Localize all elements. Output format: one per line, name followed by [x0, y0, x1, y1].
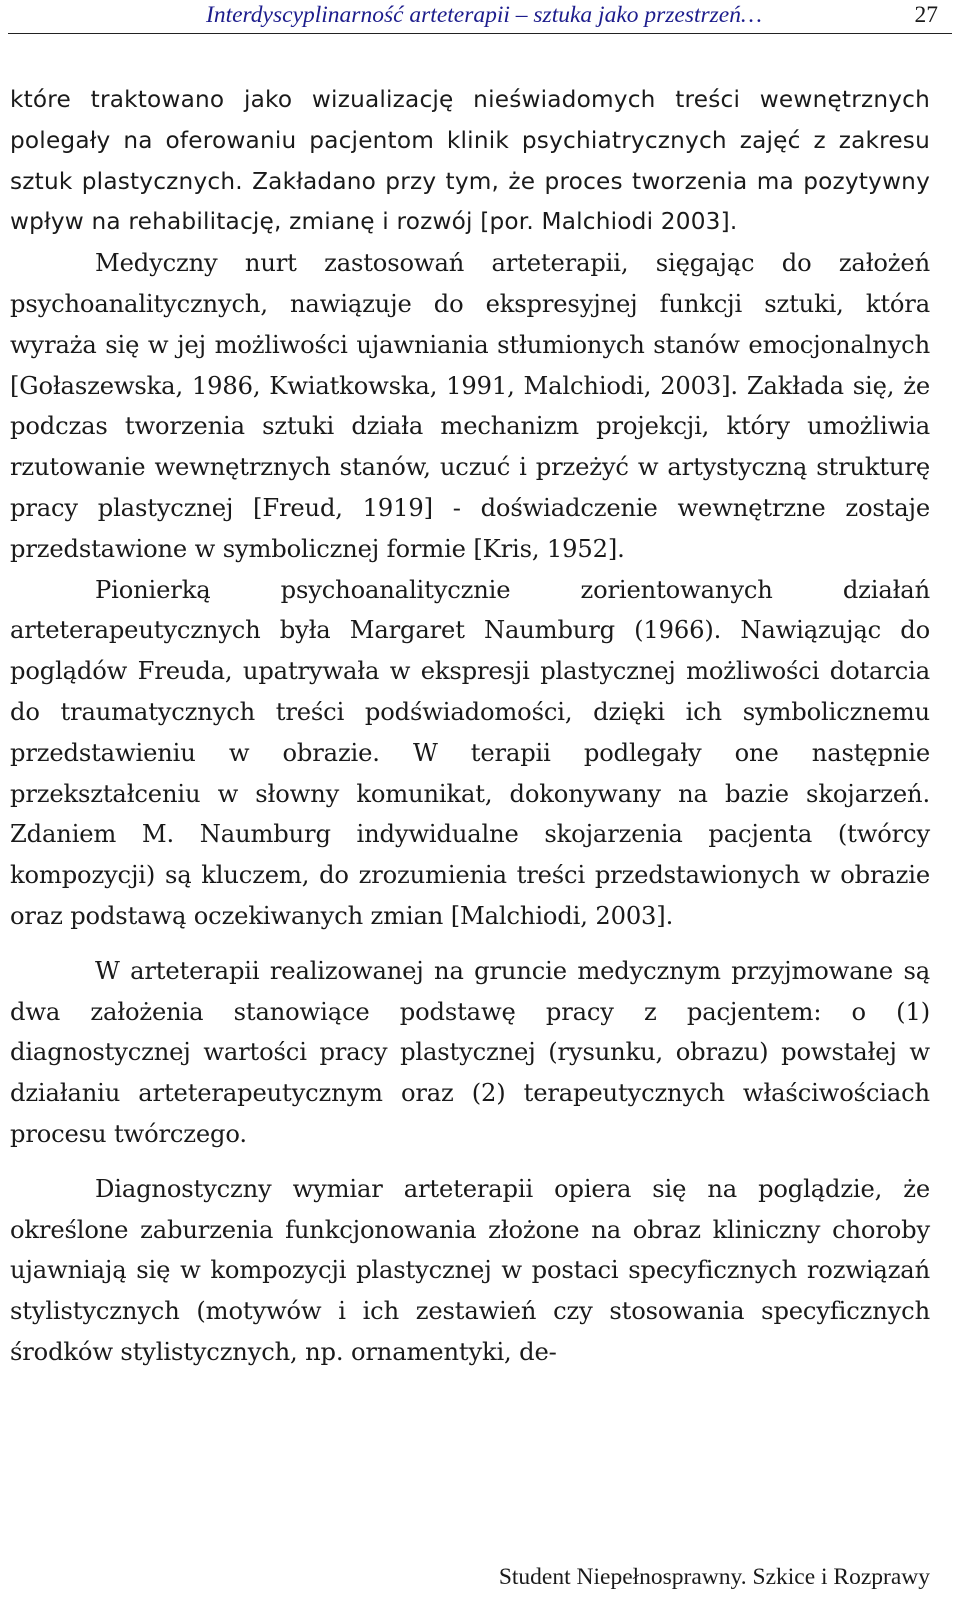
paragraph-diagnostic-dimension: Diagnostyczny wymiar arteterapii opiera się na poglądzie, że określone zaburzenia funkcjonowania złożone na obraz kliniczny choroby ujawniają się w kompozycji plastycznej w postaci specyficznych rozwiązań stylistycznych (motywów i ich zestawień czy stosowania specyficznych środków stylistycznych, np. ornamentyki, de-	[10, 1174, 930, 1366]
page-number: 27	[914, 2, 938, 28]
body-text	[10, 80, 930, 1373]
running-title: Interdyscyplinarność arteterapii – sztuka jako przestrzeń…	[206, 2, 762, 28]
paragraph-continuation: które traktowano jako wizualizację nieświadomych treści wewnętrznych polegały na oferowaniu pacjentom klinik psychiatrycznych zajęć z zakresu sztuk plastycznych. Zakładano przy tym, że proces tworzenia ma pozytywny wpływ na rehabilitację, zmianę i rozwój [por. Malchiodi 2003].	[10, 86, 930, 236]
paragraph-medical-trend: Medyczny nurt zastosowań arteterapii, sięgając do założeń psychoanalitycznych, nawiązuje do ekspresyjnej funkcji sztuki, która wyraża się w jej możliwości ujawniania stłumionych stanów emocjonalnych [Gołaszewska, 1986, Kwiatkowska, 1991, Malchiodi, 2003]. Zakłada się, że podczas tworzenia sztuki działa mechanizm projekcji, który umożliwia rzutowanie wewnętrznych stanów, uczuć i przeżyć w artystyczną strukturę pracy plastycznej [Freud, 1919] - doświadczenie wewnętrzne zostaje przedstawione w symbolicznej formie [Kris, 1952].	[10, 249, 930, 563]
page-footer: Student Niepełnosprawny. Szkice i Rozprawy	[498, 1564, 930, 1590]
page-header	[8, 0, 952, 34]
paragraph-naumburg: Pionierką psychoanalitycznie zorientowanych działań arteterapeutycznych była Margaret Naumburg (1966). Nawiązując do poglądów Freuda, upatrywała w ekspresji plastycznej możliwości dotarcia do traumatycznych treści podświadomości, dzięki ich symbolicznemu przedstawieniu w obrazie. W terapii podlegały one następnie przekształceniu w słowny komunikat, dokonywany na bazie skojarzeń. Zdaniem M. Naumburg indywidualne skojarzenia pacjenta (twórcy kompozycji) są kluczem, do zrozumienia treści przedstawionych w obrazie oraz podstawą oczekiwanych zmian [Malchiodi, 2003].	[10, 575, 930, 930]
paragraph-two-assumptions: W arteterapii realizowanej na gruncie medycznym przyjmowane są dwa założenia stanowiące podstawę pracy z pacjentem: o (1) diagnostycznej wartości pracy plastycznej (rysunku, obrazu) powstałej w działaniu arteterapeutycznym oraz (2) terapeutycznych właściwościach procesu twórczego.	[10, 956, 930, 1148]
